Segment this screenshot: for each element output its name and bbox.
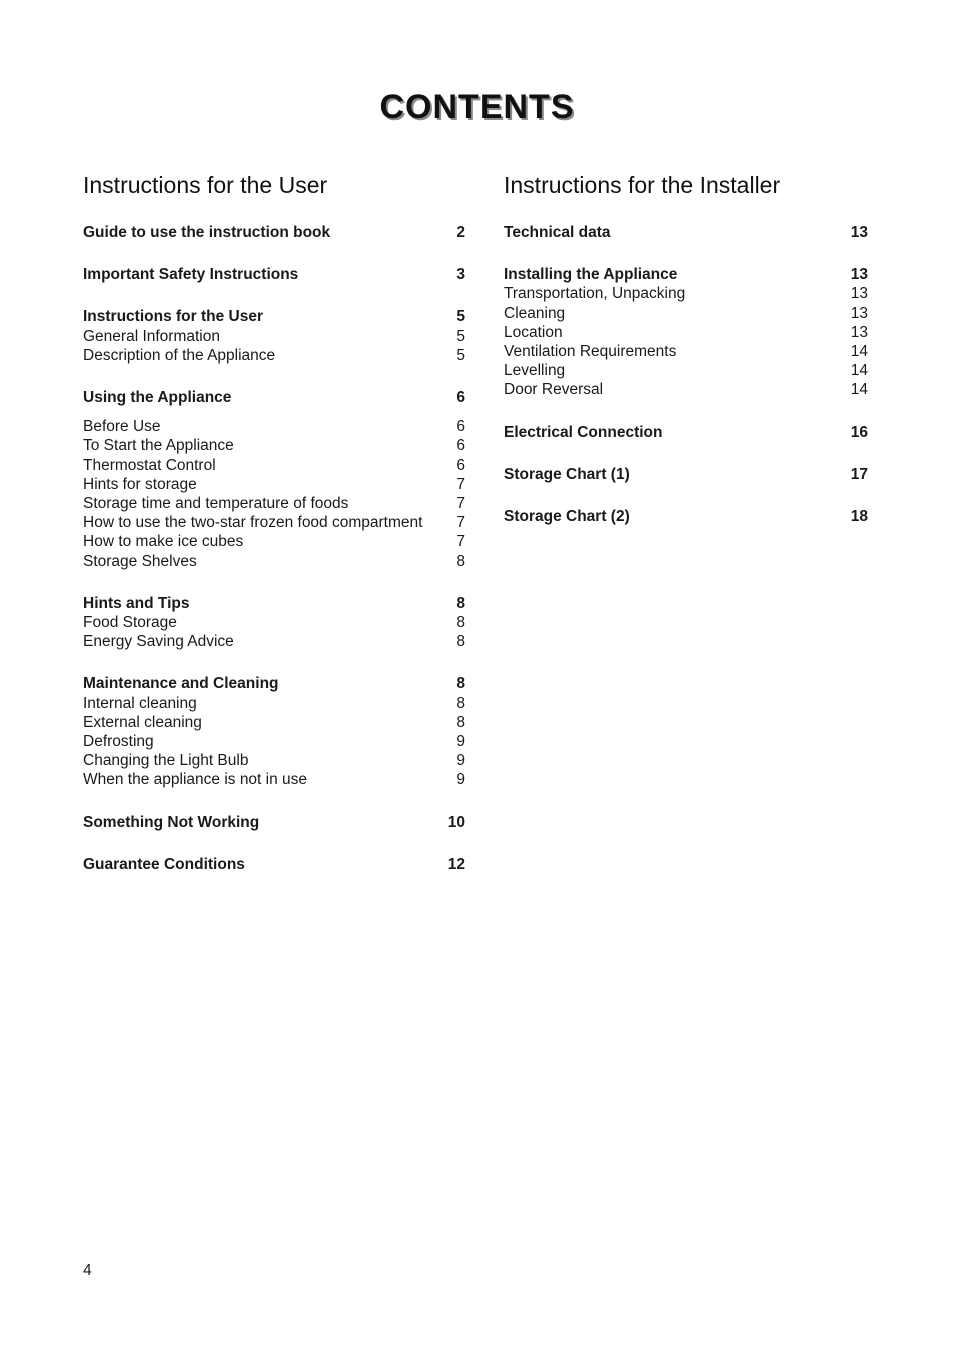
toc-entry-title: Guide to use the instruction book — [83, 224, 331, 241]
toc-section — [83, 307, 465, 365]
toc-section — [504, 423, 868, 442]
toc-entry-title: Important Safety Instructions — [83, 266, 299, 284]
toc-subentry[interactable] — [504, 342, 868, 361]
toc-subentry[interactable] — [83, 532, 465, 551]
toc-entry-page: 13 — [850, 266, 868, 284]
toc-section — [504, 223, 868, 242]
toc-entry-title: Technical data — [504, 224, 611, 241]
toc-entry-using-appliance[interactable] — [83, 388, 465, 407]
toc-section — [83, 855, 465, 874]
toc-entry-page: 8 — [456, 675, 465, 693]
toc-subentry-page: 9 — [456, 733, 465, 751]
toc-entry-safety[interactable] — [83, 265, 465, 284]
toc-subentry[interactable] — [83, 770, 465, 789]
toc-entry-title: Something Not Working — [83, 813, 260, 831]
toc-entry-page: 16 — [850, 423, 868, 441]
toc-section — [504, 465, 868, 484]
page-title: CONTENTS — [379, 88, 575, 126]
toc-subentry[interactable] — [83, 713, 465, 732]
toc-subentry[interactable] — [83, 632, 465, 651]
toc-subentry-label: How to make ice cubes — [83, 533, 244, 551]
toc-entry-storage-chart-1[interactable] — [504, 465, 868, 484]
toc-subentry-page: 9 — [456, 771, 465, 789]
toc-subentry[interactable] — [83, 436, 465, 455]
toc-subentry-label: Description of the Appliance — [83, 346, 276, 364]
toc-subentry-page: 13 — [850, 285, 868, 303]
page-number: 4 — [83, 1262, 92, 1279]
toc-subentry-page: 7 — [456, 495, 465, 513]
toc-subentry[interactable] — [504, 304, 868, 323]
toc-subentry-label: Ventilation Requirements — [504, 343, 677, 361]
toc-subentry-page: 8 — [456, 713, 465, 731]
toc-subentry-page: 6 — [456, 418, 465, 436]
toc-entry-storage-chart-2[interactable] — [504, 507, 868, 526]
toc-entry-user-instructions[interactable] — [83, 307, 465, 326]
toc-subentry-page: 6 — [456, 456, 465, 474]
toc-entry-page: 6 — [456, 389, 465, 407]
toc-subentry-label: Cleaning — [504, 304, 566, 322]
toc-subentry-label: Storage time and temperature of foods — [83, 495, 349, 513]
toc-subentry-page: 6 — [456, 437, 465, 455]
toc-subentry[interactable] — [504, 361, 868, 380]
toc-entry-title: Instructions for the User — [83, 308, 263, 326]
toc-entry-guide[interactable] — [83, 223, 465, 242]
toc-entry-page: 17 — [850, 465, 868, 483]
toc-entry-electrical[interactable] — [504, 423, 868, 442]
toc-subentry[interactable] — [83, 751, 465, 770]
toc-subentry[interactable] — [83, 456, 465, 475]
toc-subentry-page: 13 — [850, 323, 868, 341]
user-instructions-column — [83, 170, 465, 897]
toc-subentry-label: To Start the Appliance — [83, 437, 234, 455]
toc-subentry-label: Thermostat Control — [83, 456, 216, 474]
toc-subentry-page: 8 — [456, 614, 465, 632]
toc-entry-title: Storage Chart (1) — [504, 465, 630, 483]
toc-section — [83, 388, 465, 571]
toc-entry-page: 2 — [456, 224, 465, 241]
toc-subentry-page: 7 — [456, 475, 465, 493]
toc-entry-page: 13 — [850, 224, 868, 241]
toc-subentry-label: When the appliance is not in use — [83, 771, 308, 789]
toc-section — [83, 674, 465, 789]
toc-subentry-page: 14 — [850, 381, 868, 399]
installer-column-heading: Instructions for the Installer — [504, 172, 781, 198]
toc-subentry-page: 5 — [456, 327, 465, 345]
toc-subentry-label: General Information — [83, 327, 220, 345]
toc-subentry-label: Internal cleaning — [83, 694, 197, 712]
toc-subentry-page: 7 — [456, 533, 465, 551]
toc-section — [504, 507, 868, 526]
toc-subentry-label: Location — [504, 323, 563, 341]
toc-subentry-page: 13 — [850, 304, 868, 322]
toc-subentry-label: Food Storage — [83, 614, 177, 632]
toc-subentry[interactable] — [83, 552, 465, 571]
toc-subentry[interactable] — [83, 475, 465, 494]
toc-entry-title: Using the Appliance — [83, 389, 232, 407]
toc-entry-title: Guarantee Conditions — [83, 855, 245, 873]
toc-entry-installing[interactable] — [504, 265, 868, 284]
toc-subentry[interactable] — [504, 284, 868, 303]
toc-entry-title: Installing the Appliance — [504, 266, 678, 284]
toc-subentry[interactable] — [83, 417, 465, 436]
toc-subentry-label: External cleaning — [83, 713, 202, 731]
installer-instructions-column — [504, 170, 868, 549]
toc-subentry-label: Energy Saving Advice — [83, 633, 234, 651]
toc-subentry[interactable] — [83, 513, 465, 532]
toc-subentry-label: Storage Shelves — [83, 552, 197, 570]
toc-entry-page: 10 — [447, 813, 465, 831]
toc-section — [83, 265, 465, 284]
toc-entry-title: Maintenance and Cleaning — [83, 675, 279, 693]
toc-subentry[interactable] — [83, 327, 465, 346]
toc-subentry-label: Transportation, Unpacking — [504, 285, 686, 303]
toc-section — [83, 813, 465, 832]
toc-entry-technical-data[interactable] — [504, 223, 868, 242]
toc-subentry[interactable] — [504, 380, 868, 399]
toc-subentry[interactable] — [83, 732, 465, 751]
toc-subentry[interactable] — [83, 613, 465, 632]
toc-section — [83, 223, 465, 242]
toc-subentry[interactable] — [83, 346, 465, 365]
toc-entry-title: Electrical Connection — [504, 423, 663, 441]
toc-entry-page: 18 — [850, 508, 868, 526]
toc-entry-guarantee[interactable] — [83, 855, 465, 874]
toc-subentry-page: 7 — [456, 514, 465, 532]
toc-section — [504, 265, 868, 399]
toc-entry-page: 8 — [456, 594, 465, 612]
toc-subentry[interactable] — [504, 323, 868, 342]
toc-entry-title: Hints and Tips — [83, 594, 190, 612]
toc-subentry-page: 5 — [456, 346, 465, 364]
toc-section — [83, 594, 465, 652]
toc-subentry-label: How to use the two-star frozen food compartment — [83, 514, 423, 532]
toc-subentry-label: Changing the Light Bulb — [83, 752, 249, 770]
toc-subentry-page: 8 — [456, 694, 465, 712]
user-column-heading: Instructions for the User — [83, 172, 328, 198]
toc-entry-something-not-working[interactable] — [83, 813, 465, 832]
toc-entry-page: 5 — [456, 308, 465, 326]
toc-subentry-label: Levelling — [504, 362, 566, 380]
toc-subentry[interactable] — [83, 694, 465, 713]
toc-subentry-label: Hints for storage — [83, 475, 197, 493]
toc-entry-maintenance[interactable] — [83, 674, 465, 693]
toc-entry-page: 12 — [447, 855, 465, 873]
toc-entry-page: 3 — [456, 266, 465, 284]
toc-subentry-label: Before Use — [83, 418, 161, 436]
toc-subentry-page: 8 — [456, 633, 465, 651]
toc-subentry-page: 14 — [850, 343, 868, 361]
toc-subentry[interactable] — [83, 494, 465, 513]
toc-entry-hints-tips[interactable] — [83, 594, 465, 613]
toc-subentry-page: 9 — [456, 752, 465, 770]
toc-subentry-label: Door Reversal — [504, 381, 604, 399]
toc-subentry-label: Defrosting — [83, 733, 154, 751]
toc-entry-title: Storage Chart (2) — [504, 508, 630, 526]
toc-subentry-page: 14 — [850, 362, 868, 380]
toc-subentry-page: 8 — [456, 552, 465, 570]
